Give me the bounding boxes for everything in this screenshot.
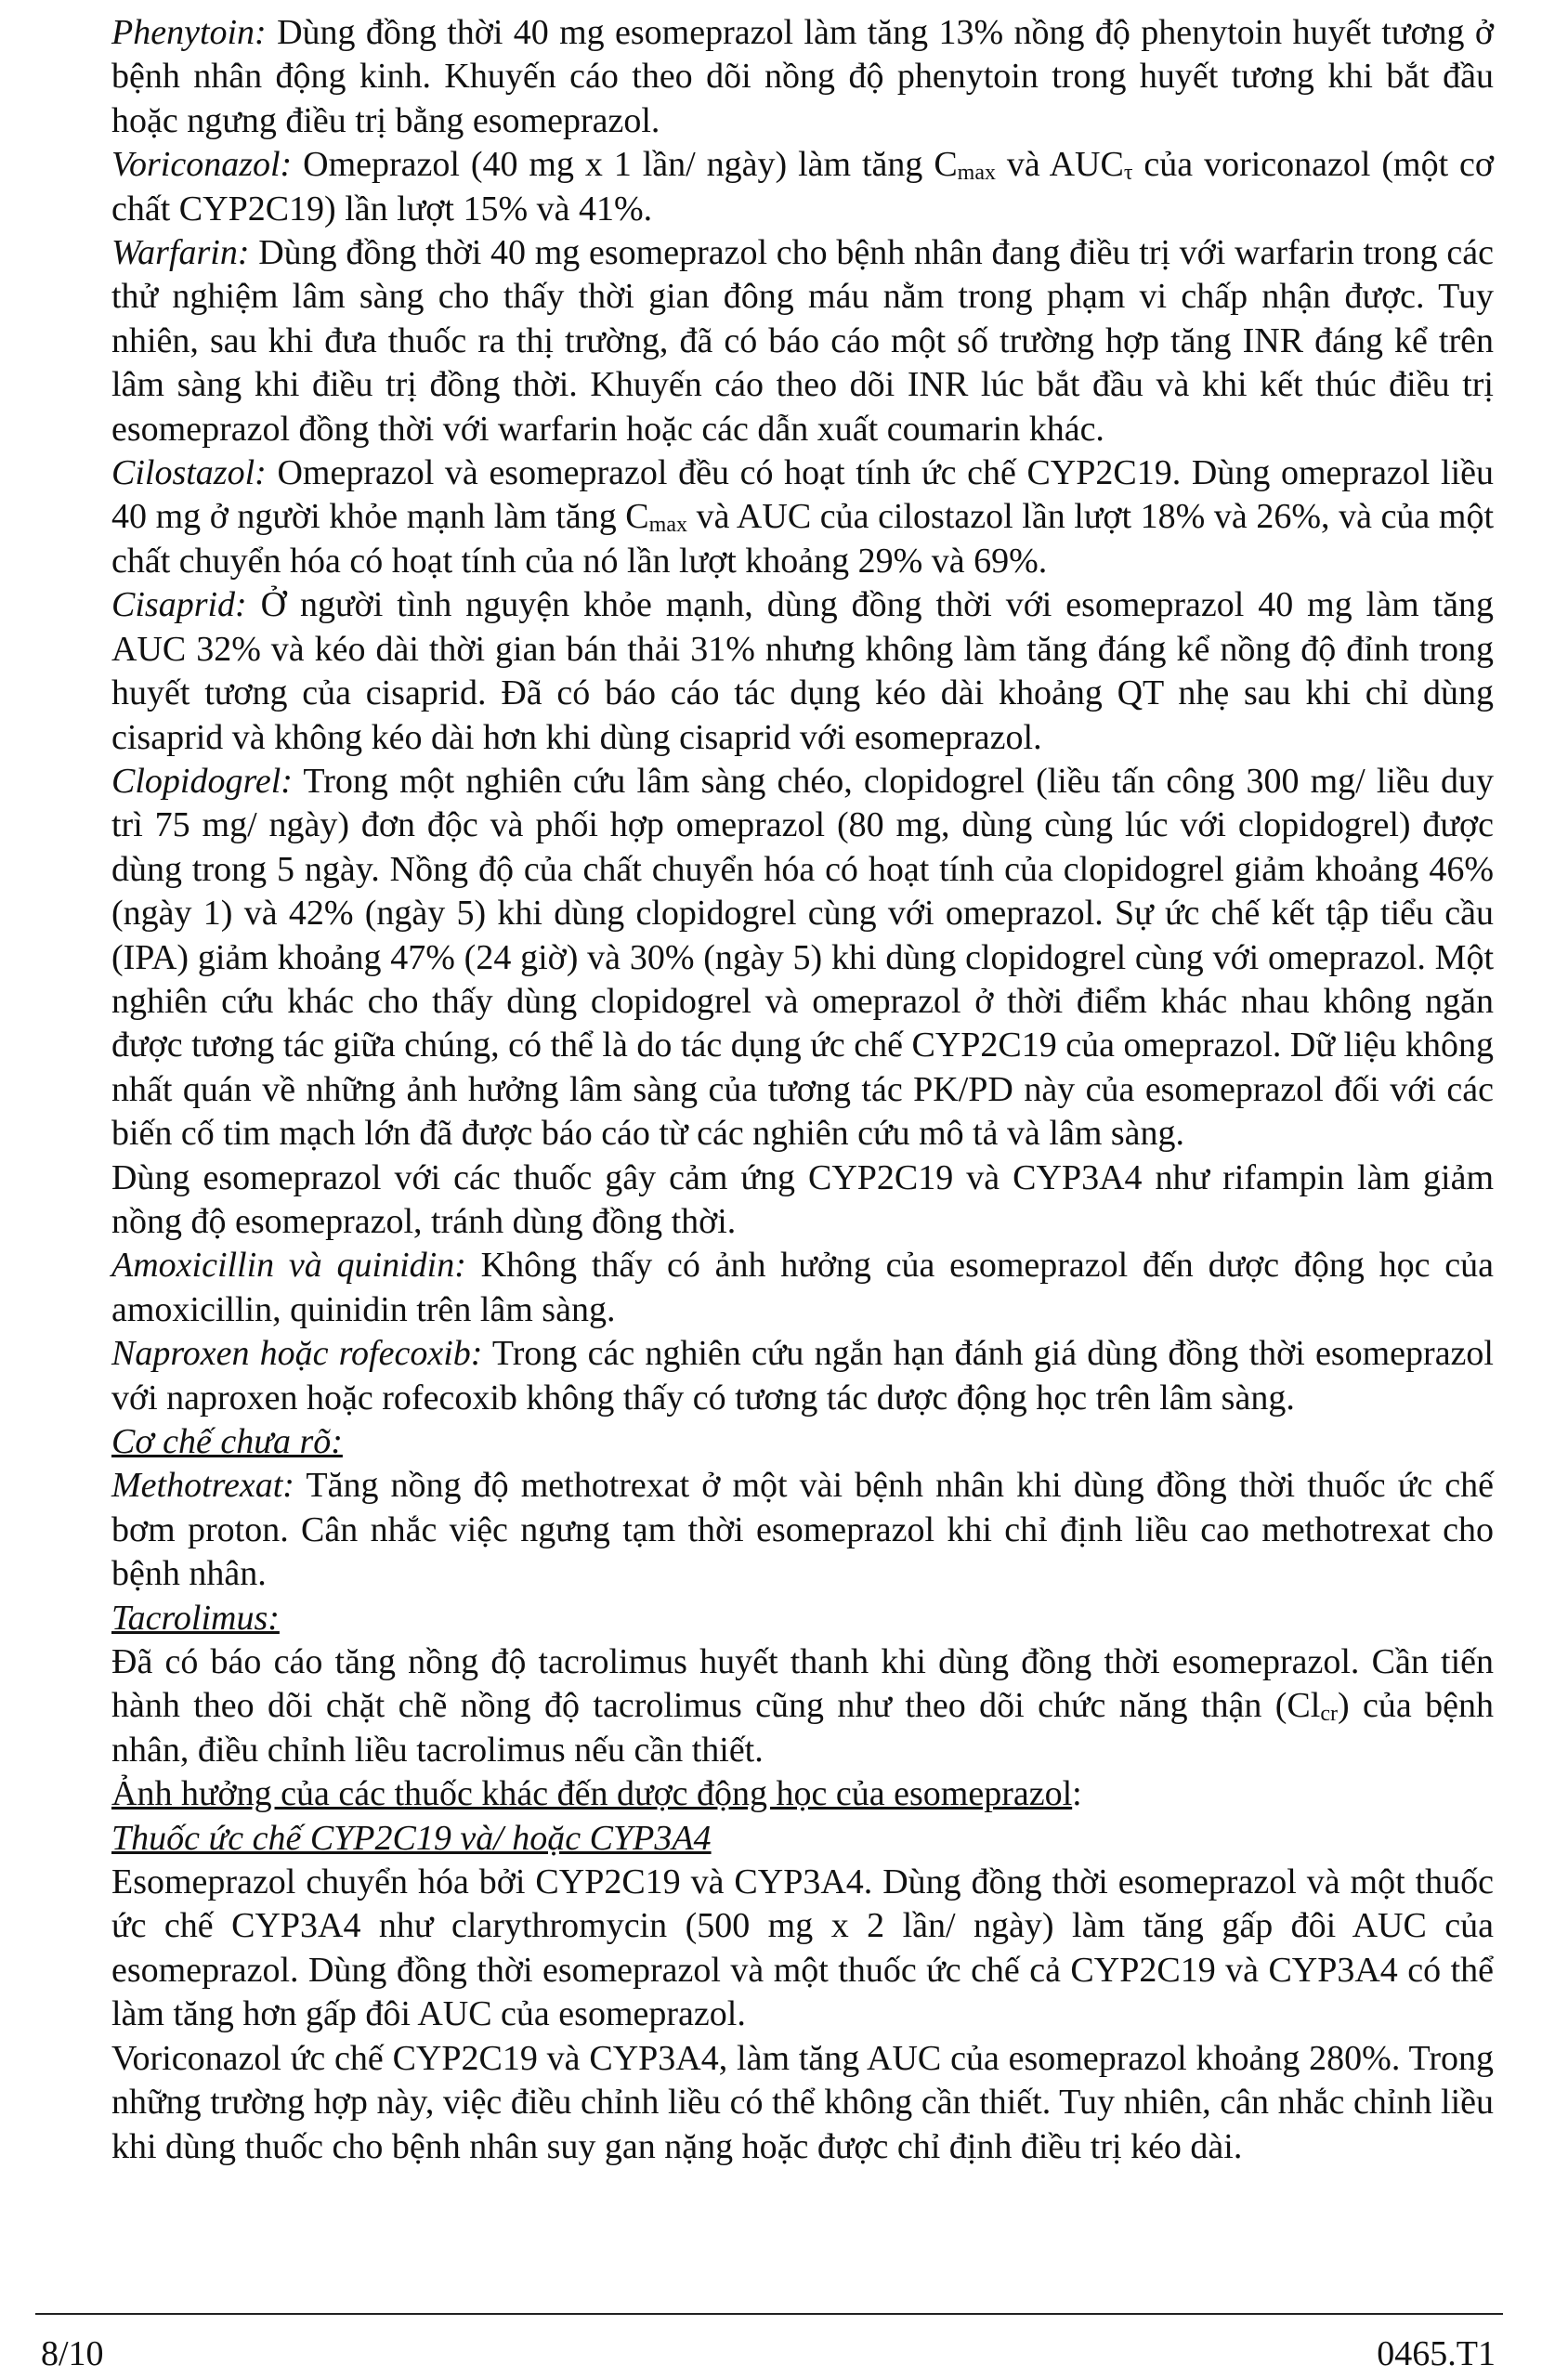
drug-name: Phenytoin: xyxy=(111,13,267,52)
drug-name: Warfarin: xyxy=(111,233,250,273)
paragraph-text: Esomeprazol chuyển hóa bởi CYP2C19 và CYP3A4. Dùng đồng thời esomeprazol và một thuốc ức chế CYP3A4 như clarythromycin (500 mg x 2 lần/ ngày) làm tăng gấp đôi AUC của esomeprazol. Dùng đồng thời esomeprazol và một thuốc ức chế cả CYP2C19 và CYP3A4 có thể làm tăng hơn gấp đôi AUC của esomeprazol. xyxy=(111,1862,1494,2034)
paragraph-text: Đã có báo cáo tăng nồng độ tacrolimus huyết thanh khi dùng đồng thời esomeprazol. Cần tiến hành theo dõi chặt chẽ nồng độ tacrolimus cũng như theo dõi chức năng thận (Cl xyxy=(111,1642,1494,1726)
paragraph-clopidogrel xyxy=(111,760,1494,1156)
paragraph-text: ) của bệnh nhân, điều chỉnh liều tacrolimus nếu cần thiết. xyxy=(111,1686,1494,1770)
section-heading: Cơ chế chưa rõ: xyxy=(111,1422,343,1461)
paragraph-text: Không thấy có ảnh hưởng của esomeprazol đến dược động học của amoxicillin, quinidin trên lâm sàng. xyxy=(111,1246,1494,1329)
paragraph-naproxen-rofecoxib xyxy=(111,1332,1494,1420)
subscript: max xyxy=(648,513,687,538)
heading-other-drugs-effect xyxy=(111,1772,1494,1816)
paragraph-text: của voriconazol (một cơ chất CYP2C19) lần lượt 15% và 41%. xyxy=(111,145,1494,229)
heading-unknown-mechanism xyxy=(111,1420,1494,1464)
section-heading: Ảnh hưởng của các thuốc khác đến dược động học của esomeprazol xyxy=(111,1774,1073,1814)
body-text xyxy=(111,11,1494,2169)
paragraph-text: Dùng đồng thời 40 mg esomeprazol cho bệnh nhân đang điều trị với warfarin trong các thử nghiệm lâm sàng cho thấy thời gian đông máu nằm trong phạm vi chấp nhận được. Tuy nhiên, sau khi đưa thuốc ra thị trường, đã có báo cáo một số trường hợp tăng INR đáng kể trên lâm sàng khi điều trị đồng thời. Khuyến cáo theo dõi INR lúc bắt đầu và khi kết thúc điều trị esomeprazol đồng thời với warfarin hoặc các dẫn xuất coumarin khác. xyxy=(111,233,1494,449)
paragraph-text: Trong các nghiên cứu ngắn hạn đánh giá dùng đồng thời esomeprazol với naproxen hoặc rofecoxib không thấy có tương tác dược động học trên lâm sàng. xyxy=(111,1334,1494,1418)
paragraph-tacrolimus xyxy=(111,1640,1494,1772)
page-number: 8/10 xyxy=(41,2334,104,2373)
paragraph-text: Omeprazol (40 mg x 1 lần/ ngày) làm tăng C xyxy=(292,145,958,185)
paragraph-cilostazol xyxy=(111,451,1494,583)
paragraph-text: Tăng nồng độ methotrexat ở một vài bệnh nhân khi dùng đồng thời thuốc ức chế bơm proton. Cân nhắc việc ngưng tạm thời esomeprazol khi chỉ định liều cao methotrexat cho bệnh nhân. xyxy=(111,1466,1494,1594)
paragraph-voriconazol xyxy=(111,143,1494,231)
document-code: 0465.T1 xyxy=(1377,2334,1496,2373)
heading-tacrolimus xyxy=(111,1597,1494,1640)
paragraph-warfarin xyxy=(111,231,1494,451)
paragraph-inducers xyxy=(111,1156,1494,1245)
paragraph-cisaprid xyxy=(111,583,1494,760)
section-heading: Tacrolimus: xyxy=(111,1598,280,1638)
drug-name: Cisaprid: xyxy=(111,585,247,625)
drug-name: Amoxicillin và quinidin: xyxy=(111,1246,466,1286)
paragraph-phenytoin xyxy=(111,11,1494,143)
subscript: cr xyxy=(1320,1702,1338,1727)
paragraph-text: Ở người tình nguyện khỏe mạnh, dùng đồng thời với esomeprazol 40 mg làm tăng AUC 32% và kéo dài thời gian bán thải 31% nhưng không làm tăng đáng kể nồng độ đỉnh trong huyết tương của cisaprid. Đã có báo cáo tác dụng kéo dài khoảng QT nhẹ sau khi chỉ dùng cisaprid và không kéo dài hơn khi dùng cisaprid với esomeprazol. xyxy=(111,585,1494,757)
paragraph-methotrexat xyxy=(111,1464,1494,1596)
drug-name: Clopidogrel: xyxy=(111,761,293,801)
subscript: τ xyxy=(1123,161,1133,186)
heading-colon: : xyxy=(1072,1774,1082,1814)
paragraph-text: Omeprazol và esomeprazol đều có hoạt tính ức chế CYP2C19. Dùng omeprazol liều 40 mg ở người khỏe mạnh làm tăng C xyxy=(111,453,1494,537)
paragraph-voriconazol-effect xyxy=(111,2037,1494,2169)
drug-name: Methotrexat: xyxy=(111,1466,294,1506)
paragraph-text: Dùng esomeprazol với các thuốc gây cảm ứng CYP2C19 và CYP3A4 như rifampin làm giảm nồng độ esomeprazol, tránh dùng đồng thời. xyxy=(111,1157,1494,1241)
paragraph-text: và AUC của cilostazol lần lượt 18% và 26%, và của một chất chuyển hóa có hoạt tính của nó lần lượt khoảng 29% và 69%. xyxy=(111,497,1495,581)
subscript: max xyxy=(957,161,996,186)
paragraph-text: Trong một nghiên cứu lâm sàng chéo, clopidogrel (liều tấn công 300 mg/ liều duy trì 75 mg/ ngày) đơn độc và phối hợp omeprazol (80 mg, dùng cùng lúc với clopidogrel) được dùng trong 5 ngày. Nồng độ của chất chuyển hóa có hoạt tính của clopidogrel giảm khoảng 46% (ngày 1) và 42% (ngày 5) khi dùng clopidogrel cùng với omeprazol. Sự ức chế kết tập tiểu cầu (IPA) giảm khoảng 47% (24 giờ) và 30% (ngày 5) khi dùng clopidogrel cùng với omeprazol. Một nghiên cứu khác cho thấy dùng clopidogrel và omeprazol ở thời điểm khác nhau không ngăn được tương tác giữa chúng, có thể là do tác dụng ức chế CYP2C19 của omeprazol. Dữ liệu không nhất quán về những ảnh hưởng lâm sàng của tương tác PK/PD này của esomeprazol đối với các biến cố tim mạch lớn đã được báo cáo từ các nghiên cứu mô tả và lâm sàng. xyxy=(111,761,1494,1154)
drug-name: Voriconazol: xyxy=(111,145,293,185)
paragraph-amoxicillin-quinidin xyxy=(111,1244,1494,1332)
footer-divider xyxy=(35,2313,1503,2315)
paragraph-text: Voriconazol ức chế CYP2C19 và CYP3A4, làm tăng AUC của esomeprazol khoảng 280%. Trong những trường hợp này, việc điều chỉnh liều có thể không cần thiết. Tuy nhiên, cân nhắc chỉnh liều khi dùng thuốc cho bệnh nhân suy gan nặng hoặc được chỉ định điều trị kéo dài. xyxy=(111,2038,1494,2166)
paragraph-text: Dùng đồng thời 40 mg esomeprazol làm tăng 13% nồng độ phenytoin huyết tương ở bệnh nhân động kinh. Khuyến cáo theo dõi nồng độ phenytoin trong huyết tương khi bắt đầu hoặc ngưng điều trị bằng esomeprazol. xyxy=(111,13,1494,140)
paragraph-text: và AUC xyxy=(996,145,1124,185)
drug-name: Naproxen hoặc rofecoxib: xyxy=(111,1334,483,1374)
heading-inhibitors xyxy=(111,1817,1494,1861)
paragraph-cyp3a4-inhibitors xyxy=(111,1861,1494,2037)
drug-name: Cilostazol: xyxy=(111,453,267,493)
section-heading: Thuốc ức chế CYP2C19 và/ hoặc CYP3A4 xyxy=(111,1818,712,1858)
